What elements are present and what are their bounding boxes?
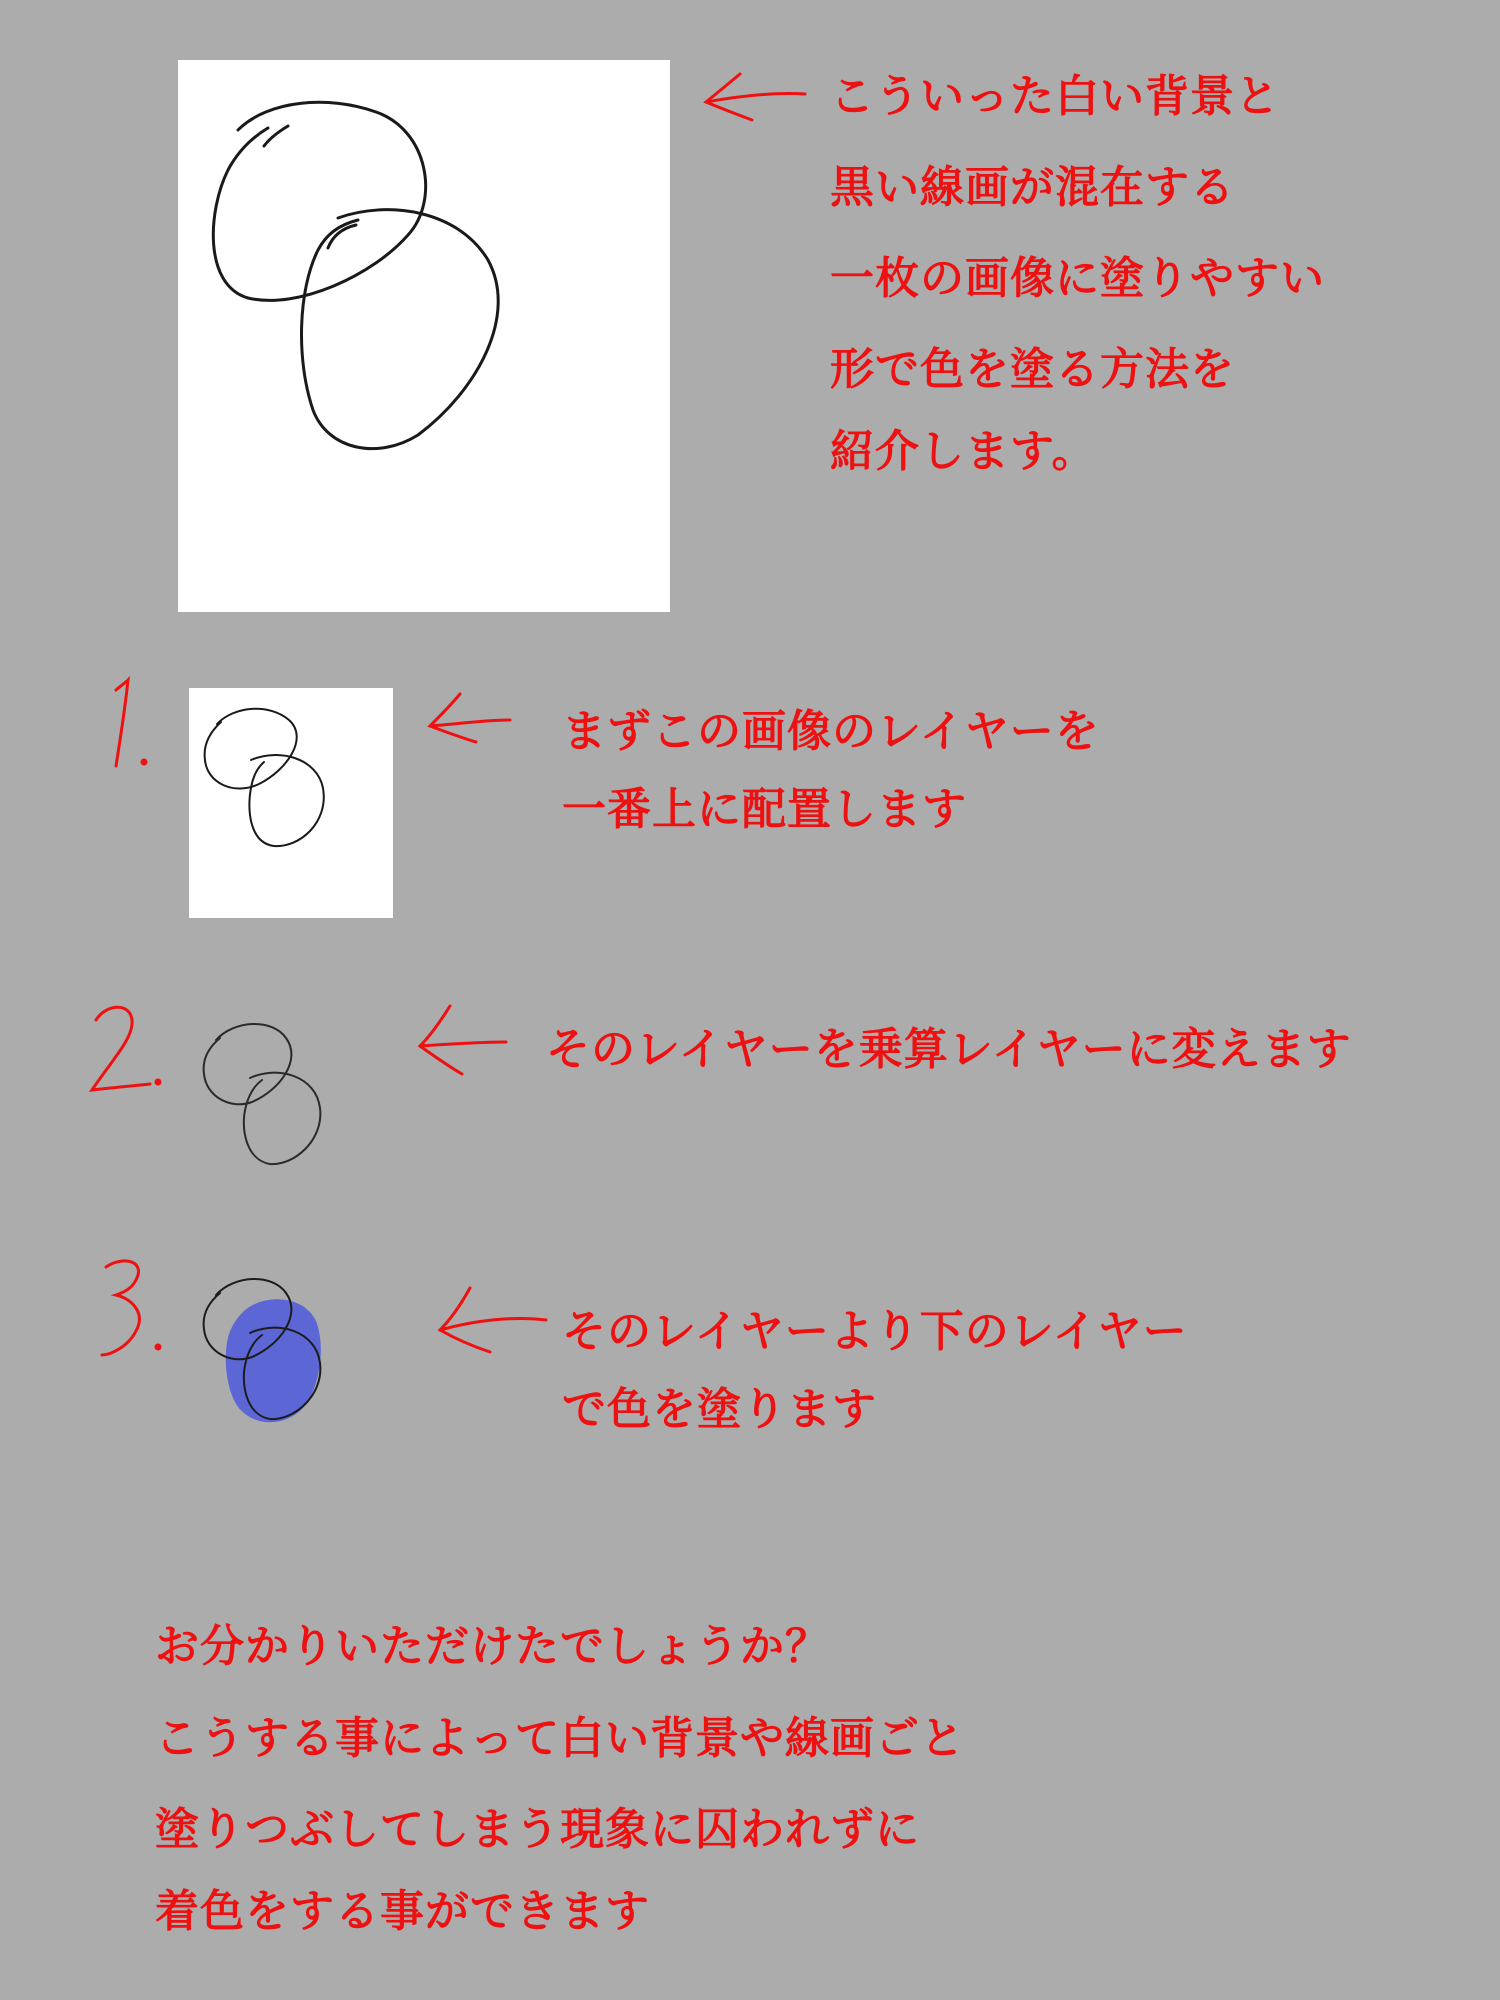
circle-sketch-large [178,60,670,612]
step-3-line-2: で色を塗ります [562,1384,877,1435]
example-canvas-small [189,688,393,918]
conclusion-line-3: 塗りつぶしてしまう現象に囚われずに [155,1804,920,1855]
intro-line-3: 一枚の画像に塗りやすい [830,253,1325,304]
step-1-line-1: まずこの画像のレイヤーを [562,706,1100,757]
conclusion-line-4: 着色をする事ができます [155,1886,650,1937]
arrow-left-icon [430,1282,550,1362]
circle-sketch-colored [194,1265,344,1435]
intro-line-5: 紹介します。 [830,426,1097,477]
step-3-line-1: そのレイヤーより下のレイヤー [562,1306,1188,1357]
intro-line-4: 形で色を塗る方法を [830,344,1235,395]
step-1-number [108,680,168,780]
conclusion-line-2: こうする事によって白い背景や線画ごと [155,1713,965,1764]
arrow-left-icon [424,690,514,746]
step-2-number [88,1000,168,1100]
circle-sketch-multiply [194,1010,334,1180]
intro-line-1: こういった白い背景と [830,71,1280,122]
example-canvas-large [178,60,670,612]
arrow-left-icon [700,68,810,128]
conclusion-line-1: お分かりいただけたでしょうか？ [155,1621,830,1672]
step-1-line-2: 一番上に配置します [562,784,967,835]
arrow-left-icon [414,1000,510,1080]
step-3-number [96,1255,176,1365]
circle-sketch-small [189,688,393,918]
step-2-line-1: そのレイヤーを乗算レイヤーに変えます [546,1024,1352,1075]
intro-line-2: 黒い線画が混在する [830,162,1235,213]
